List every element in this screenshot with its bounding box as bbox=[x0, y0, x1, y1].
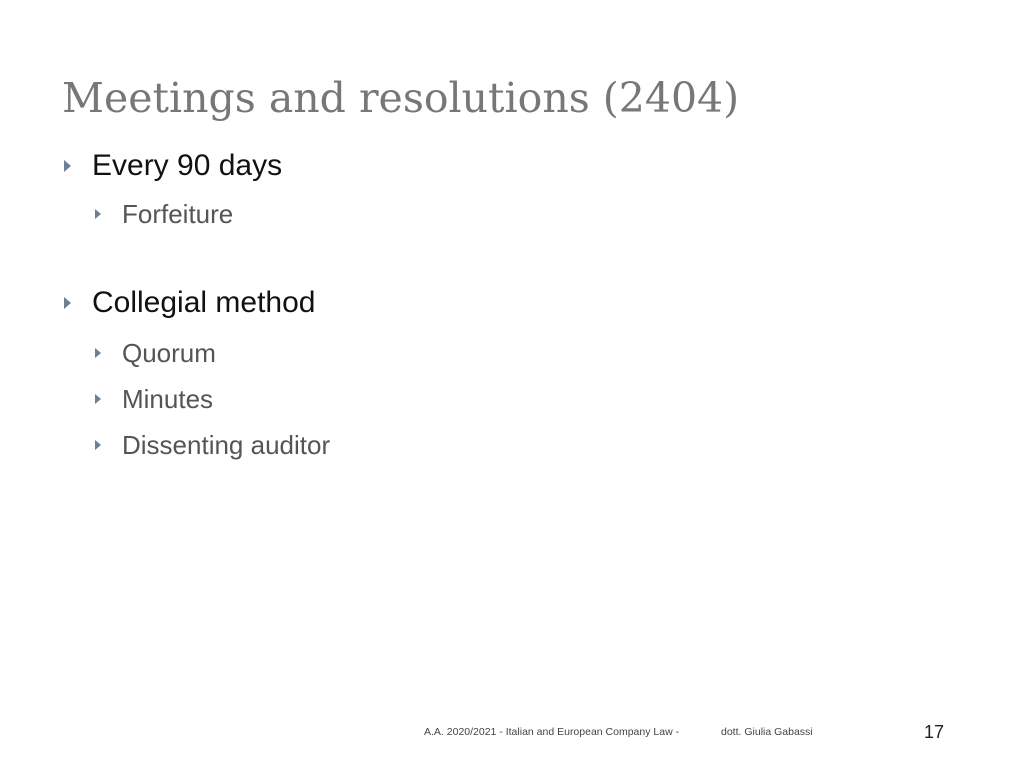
sub-bullet-text: Dissenting auditor bbox=[122, 430, 331, 460]
sub-bullet-forfeiture bbox=[0, 198, 233, 230]
bullet-collegial-method bbox=[0, 285, 315, 321]
page-number: 17 bbox=[924, 722, 945, 742]
footer-author: dott. Giulia Gabassi bbox=[721, 726, 813, 738]
sub-bullet-arrow-icon bbox=[95, 209, 101, 219]
bullet-text: Collegial method bbox=[92, 286, 316, 319]
sub-bullet-text: Forfeiture bbox=[122, 199, 234, 229]
bullet-text: Every 90 days bbox=[92, 149, 283, 182]
sub-bullet-quorum bbox=[0, 337, 216, 369]
footer-course: A.A. 2020/2021 - Italian and European Company Law - bbox=[424, 726, 680, 738]
slide-title: Meetings and resolutions (2404) bbox=[62, 74, 740, 122]
sub-bullet-dissenting-auditor bbox=[0, 429, 330, 461]
bullet-arrow-icon bbox=[64, 160, 71, 172]
sub-bullet-text: Quorum bbox=[122, 338, 216, 368]
sub-bullet-arrow-icon bbox=[95, 348, 101, 358]
sub-bullet-text: Minutes bbox=[122, 384, 214, 414]
bullet-every-90-days bbox=[0, 148, 282, 184]
sub-bullet-arrow-icon bbox=[95, 440, 101, 450]
sub-bullet-minutes bbox=[0, 383, 213, 415]
bullet-arrow-icon bbox=[64, 297, 71, 309]
sub-bullet-arrow-icon bbox=[95, 394, 101, 404]
